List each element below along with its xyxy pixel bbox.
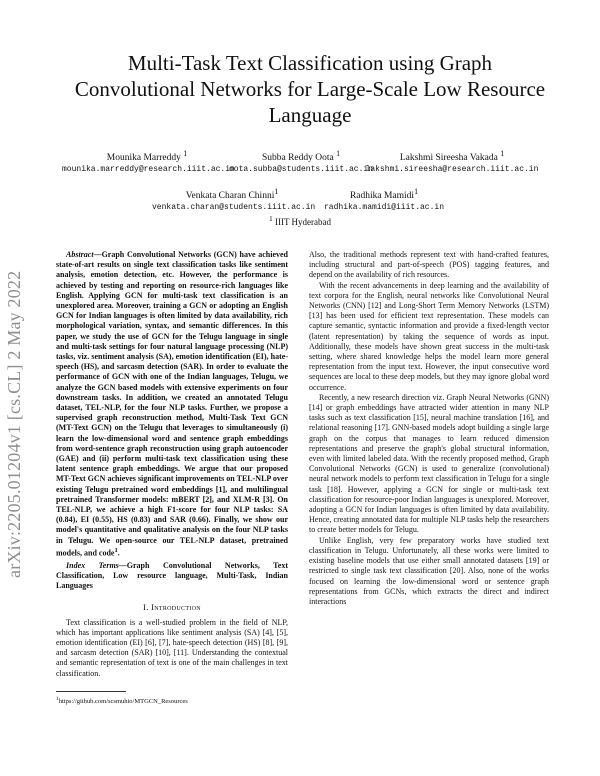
author-affil-mark: 1 [414,187,419,196]
footnote-mark: 1 [56,695,59,702]
footnote-ref[interactable]: 1 [114,546,118,554]
body-paragraph: Also, the traditional methods represent text with hand-crafted features, including structural and part-of-speech (POS) tagging features, and depend on the availability of rich resources. [309,250,549,280]
author-email[interactable]: mounika.marreddy@research.iiit.ac.in [62,165,235,175]
left-column [56,250,288,706]
author-email[interactable]: venkata.charan@students.iiit.ac.in [152,203,316,213]
author-name: Lakshmi Sireesha Vakada [399,153,498,164]
index-terms-label: Index Terms [66,560,119,570]
abstract-label: Abstract [66,250,94,259]
author-name: Radhika Mamidi [349,191,415,202]
arxiv-stamp: arXiv:2205.01204v1 [cs.CL] 2 May 2022 [4,270,24,578]
author-name: Subba Reddy Oota [261,153,334,164]
author-name: Mounika Marreddy [106,153,181,164]
abstract-text: —Graph Convolutional Networks (GCN) have achieved state-of-art results on single text classification tasks like sentiment analysis, emotion detection, etc. However, the performance is achieved by testing and reporting on resource-rich languages like English. Applying GCN for multi-task text classification is an unexplored area. Moreover, training a GCN or adopting an English GCN for Indian languages is often limited by data availability, rich morphological variation, syntax, and semantic differences. In this paper, we study the use of GCN for the Telugu language in single and multi-task settings for four natural language processing (NLP) tasks, viz. sentiment analysis (SA), emotion identification (EI), hate-speech (HS), and sarcasm detection (SAR). In order to evaluate the performance of GCN with one of the Indian languages, Telugu, we analyze the GCN based models with extensive experiments on four downstream tasks. In addition, we created an annotated Telugu dataset, TEL-NLP, for the four NLP tasks. Further, we propose a supervised graph reconstruction method, Multi-Task Text GCN (MT-Text GCN) on the Telugu that leverages to simultaneously (i) learn the low-dimensional word and sentence graph embeddings from word-sentence graph reconstruction using graph autoencoder (GAE) and (ii) perform multi-task text classification using these latent sentence graph embeddings. We argue that our proposed MT-Text GCN achieves significant improvements on TEL-NLP over existing Telugu pretrained word embeddings [1], and multilingual pretrained Transformer models: mBERT [2], and XLM-R [3]. On TEL-NLP, we achieve a high F1-score for four NLP tasks: SA (0.84), EI (0.55), HS (0.83) and SAR (0.66). Finally, we show our model's quantitative and qualitative analysis on the four NLP tasks in Telugu. We open-source our TEL-NLP dataset, pretrained models, and code [56,250,288,558]
body-paragraph: Unlike English, very few preparatory works have studied text classification in Telugu. Unfortunately, all these works were limited to existing baseline models that use either small annotated datasets [19] or restricted to single task text classification [20]. Also, none of the works focused on learning the low-dimensional word or sentence graph representations from GCNs, which extracts the direct and indirect interactions [309,535,549,606]
affiliation [0,214,600,227]
author-affil-mark: 1 [183,149,188,158]
affiliation-mark: 1 [268,214,273,223]
body-paragraph: With the recent advancements in deep learning and the availability of text corpora for the English, neural networks like Convolutional Neural Networks (CNN) [12] and Long-Short Term Memory Networks (LSTM) [13] has been used for efficient text representation. These models can capture semantic, syntactic information and provide a fixed-length vector (latent representation) by taking the sequence of words as input. Additionally, these models have shown great success in the multi-task setting, where shared knowledge helps the model learn more general representation from the input text. However, the input consecutive word sequences are local to these deep models, but they may ignore global word occurrence. [309,280,549,392]
section-heading [56,602,288,612]
footnote-rule [56,691,126,692]
author-block [362,148,542,175]
intro-paragraph: Text classification is a well-studied problem in the field of NLP, which has important applications like sentiment analysis (SA) [4], [5], emotion identification (EI) [6], [7], hate-speech detection (HS) [8], [9], and sarcasm detection (SAR) [10], [11]. Understanding the contextual and semantic representation of text is one of the main challenges in text classification. [56,617,288,678]
author-name: Venkata Charan Chinni [185,191,275,202]
author-affil-mark: 1 [500,149,505,158]
index-terms [56,561,288,592]
author-email[interactable]: radhika.mamidi@iiit.ac.in [323,203,445,213]
author-affil-mark: 1 [336,149,341,158]
author-block [62,148,235,175]
body-paragraph: Recently, a new research direction viz. Graph Neural Networks (GNN) [14] or graph embeddings have attracted wider attention in many NLP tasks such as text classification [15], neural machine translation [16], and relational reasoning [17]. GNN-based models adopt building a single large graph on the corpus that manages to learn reduced dimension representations and preserve the graph's global structural information, even with limited labeled data. With the recently proposed method, Graph Convolutional Networks (GCN) is used to generalize (convolutional) neural network models to perform text classification in Telugu for a single task [18]. However, applying a GCN for single or multi-task text classification for resource-poor Indian languages is unexplored. Moreover, adopting a GCN for Indian languages is often limited by data availability. Hence, creating annotated data for multiple NLP tasks help the researchers to create better models for Telugu. [309,392,549,535]
author-block [304,186,464,213]
footnote [56,695,288,706]
footnote-url[interactable]: https://github.com/scsmuhio/MTGCN_Resources [58,697,188,705]
section-number: I. [143,602,149,613]
affiliation-name: IIIT Hyderabad [274,217,332,227]
abstract [56,250,288,559]
author-email[interactable]: lakshmi.sireesha@research.iiit.ac.in [365,165,539,175]
author-block [152,186,316,213]
paper-title: Multi-Task Text Classification using Graph Convolutional Networks for Large-Scale Low Resource Language [74,51,546,127]
author-affil-mark: 1 [274,187,279,196]
abstract-end: . [117,548,120,558]
author-email[interactable]: oota.subba@students.iiit.ac.in [228,165,374,175]
author-block [226,148,376,175]
section-title: Introduction [151,602,201,613]
index-terms-text: —Graph Convolutional Networks, Text Classification, Low resource language, Multi-Task, Indian Languages [56,560,288,591]
right-column [309,250,549,607]
